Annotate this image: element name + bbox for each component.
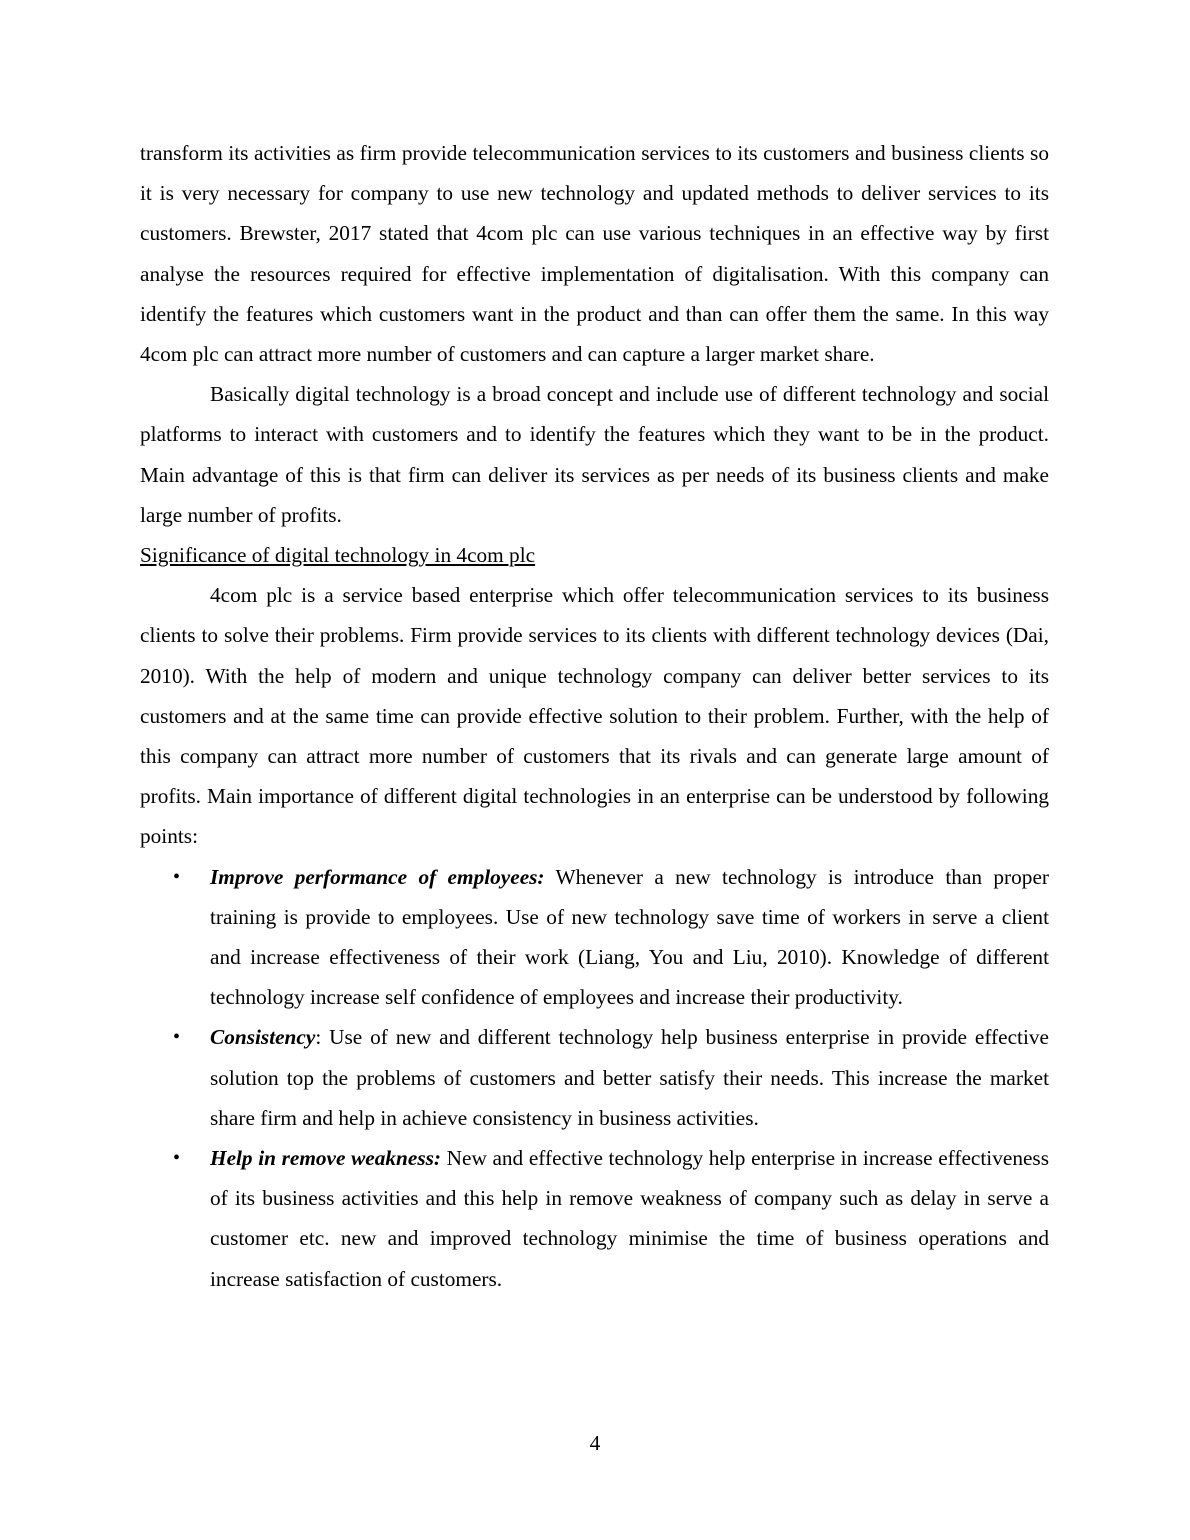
- document-body: [140, 133, 1049, 1299]
- bullet-item-remove-weakness: [140, 1138, 1049, 1299]
- bullet-term: Improve performance of employees:: [210, 864, 545, 889]
- bullet-list: [140, 857, 1049, 1299]
- paragraph-significance: 4com plc is a service based enterprise which offer telecommunication services to its business clients to solve their problems. Firm provide services to its clients with different technology devices (Dai, 2010). With the help of modern and unique technology company can deliver better services to its customers and at the same time can provide effective solution to their problem. Further, with the help of this company can attract more number of customers that its rivals and can generate large amount of profits. Main importance of different digital technologies in an enterprise can be understood by following points:: [140, 583, 1049, 849]
- paragraph-digital-technology: Basically digital technology is a broad concept and include use of different technology and social platforms to interact with customers and to identify the features which they want to be in the product. Main advantage of this is that firm can deliver its services as per needs of its business clients and make large number of profits.: [140, 382, 1049, 527]
- bullet-text: : Use of new and different technology help business enterprise in provide effective solution top the problems of customers and better satisfy their needs. This increase the market share firm and help in achieve consistency in business activities.: [210, 1025, 1049, 1130]
- bullet-text: New and effective technology help enterprise in increase effectiveness of its business activities and this help in remove weakness of company such as delay in serve a customer etc. new and improved technology minimise the time of business operations and increase satisfaction of customers.: [210, 1146, 1049, 1291]
- bullet-icon: •: [173, 865, 181, 888]
- bullet-item-improve-performance: [140, 857, 1049, 1018]
- bullet-text: Whenever a new technology is introduce than proper training is provide to employees. Use of new technology save time of workers in serve a client and increase effectiveness of their work (Liang, You and Liu, 2010). Knowledge of different technology increase self confidence of employees and increase their productivity.: [210, 864, 1049, 1010]
- page-number: 4: [589, 1431, 601, 1455]
- bullet-term: Help in remove weakness:: [210, 1146, 441, 1171]
- bullet-term: Consistency: [210, 1025, 316, 1050]
- bullet-icon: •: [173, 1026, 181, 1049]
- bullet-item-consistency: [140, 1017, 1049, 1138]
- bullet-icon: •: [173, 1147, 181, 1170]
- section-heading: Significance of digital technology in 4com plc: [140, 543, 536, 568]
- paragraph-intro: transform its activities as firm provide telecommunication services to its customers and business clients so it is very necessary for company to use new technology and updated methods to deliver services to its customers. Brewster, 2017 stated that 4com plc can use various techniques in an effective way by first analyse the resources required for effective implementation of digitalisation. With this company can identify the features which customers want in the product and than can offer them the same. In this way 4com plc can attract more number of customers and can capture a larger market share.: [140, 141, 1049, 367]
